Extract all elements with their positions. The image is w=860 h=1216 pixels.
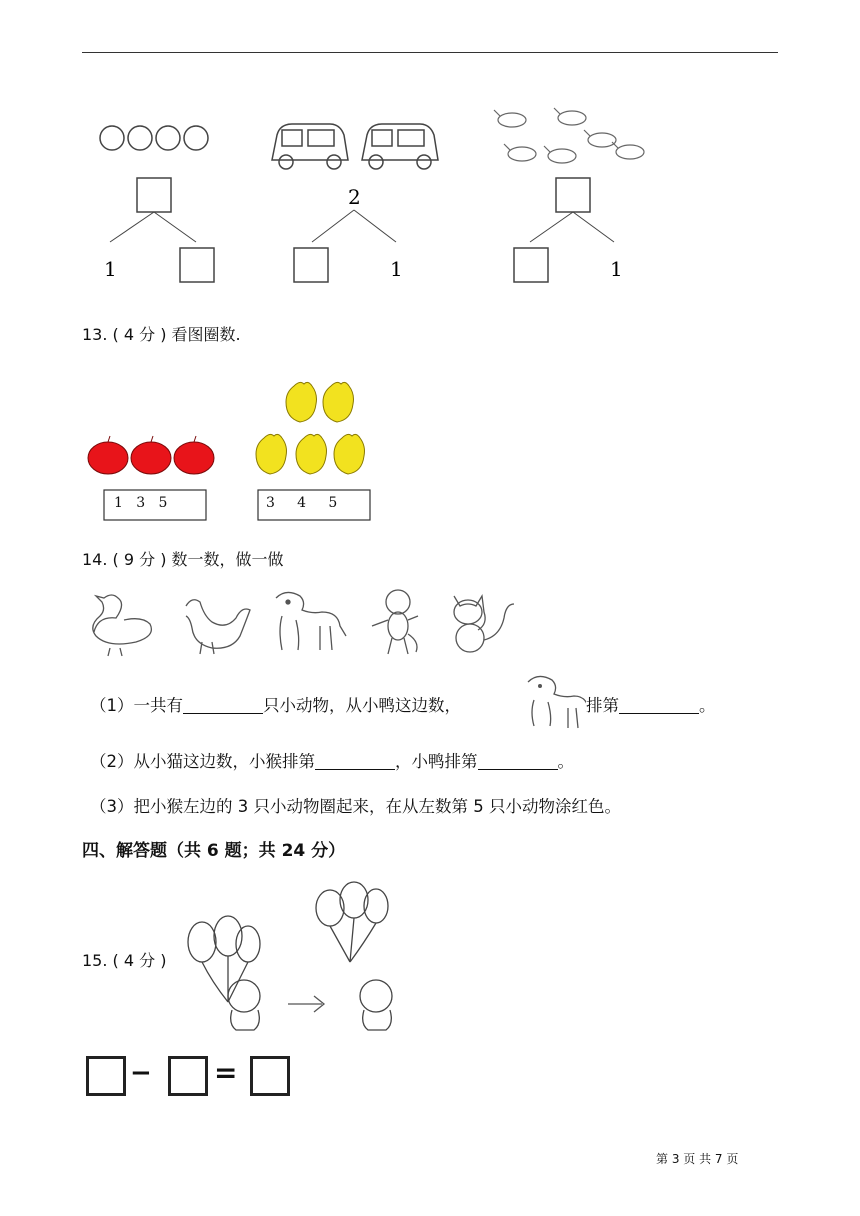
- answer-box[interactable]: [168, 1056, 208, 1096]
- answer-blank[interactable]: [183, 697, 263, 714]
- q15-label: 15. ( 4 分 ): [82, 951, 167, 970]
- apple-options[interactable]: 1 3 5: [114, 495, 168, 511]
- section-heading: 四、解答题（共 6 题；共 24 分）: [82, 841, 346, 861]
- q14-sub2-c: 。: [557, 752, 574, 771]
- q12-g1-left: 1: [104, 257, 117, 281]
- child-icon: [228, 980, 260, 1030]
- equation: [86, 1054, 292, 1094]
- apple-icon: [88, 436, 214, 474]
- answer-blank[interactable]: [315, 753, 395, 770]
- answer-blank[interactable]: [619, 697, 699, 714]
- answer-box[interactable]: [556, 178, 590, 212]
- q14-sub1: [90, 692, 461, 716]
- q12-g2-top: 2: [348, 185, 361, 209]
- q14-sub1-c: 排第: [586, 696, 619, 715]
- circles-group: [100, 126, 208, 150]
- q14-sub1-a: （1）一共有: [90, 696, 183, 715]
- bird-icon: [494, 108, 644, 163]
- answer-box[interactable]: [86, 1056, 126, 1096]
- pear-options[interactable]: 3 4 5: [266, 495, 338, 511]
- answer-box[interactable]: [514, 248, 548, 282]
- duck-icon: [93, 595, 152, 656]
- answer-box[interactable]: [137, 178, 171, 212]
- monkey-icon: [372, 590, 418, 654]
- answer-box[interactable]: [250, 1056, 290, 1096]
- q14-sub1-b: 只小动物，从小鸭这边数，: [263, 696, 461, 715]
- page-footer: 第 3 页 共 7 页: [656, 1152, 739, 1166]
- minus-sign: −: [130, 1058, 152, 1088]
- q14-sub1-tail: [586, 692, 716, 716]
- q14-sub1-d: 。: [699, 696, 716, 715]
- pear-icon: [256, 382, 365, 474]
- child-icon: [360, 980, 392, 1030]
- car-icon: [272, 124, 348, 169]
- q12-g3-right: 1: [610, 257, 623, 281]
- balloon-icon: [188, 916, 260, 1002]
- answer-box[interactable]: [180, 248, 214, 282]
- dog-icon: [522, 672, 586, 730]
- answer-box[interactable]: [294, 248, 328, 282]
- header-rule: [82, 52, 778, 53]
- equals-sign: =: [214, 1056, 238, 1089]
- rooster-icon: [186, 600, 250, 654]
- dog-icon: [276, 592, 346, 650]
- arrow-icon: [288, 996, 324, 1012]
- q15-figure: [180, 880, 400, 1040]
- q14-sub3: （3）把小猴左边的 3 只小动物圈起来，在从左数第 5 只小动物涂红色。: [90, 797, 621, 816]
- balloon-icon: [316, 882, 388, 962]
- answer-blank[interactable]: [478, 753, 558, 770]
- q14-label: 14. ( 9 分 ) 数一数，做一做: [82, 550, 284, 569]
- q14-sub2: [90, 748, 574, 772]
- car-icon: [362, 124, 438, 169]
- q14-animals: [88, 586, 518, 660]
- q14-sub2-b: ，小鸭排第: [395, 752, 478, 771]
- q13-label: 13. ( 4 分 ) 看图圈数.: [82, 325, 241, 344]
- q12-figure: [82, 90, 682, 290]
- cat-icon: [454, 596, 514, 652]
- q12-g2-right: 1: [390, 257, 403, 281]
- q14-sub2-a: （2）从小猫这边数，小猴排第: [90, 752, 315, 771]
